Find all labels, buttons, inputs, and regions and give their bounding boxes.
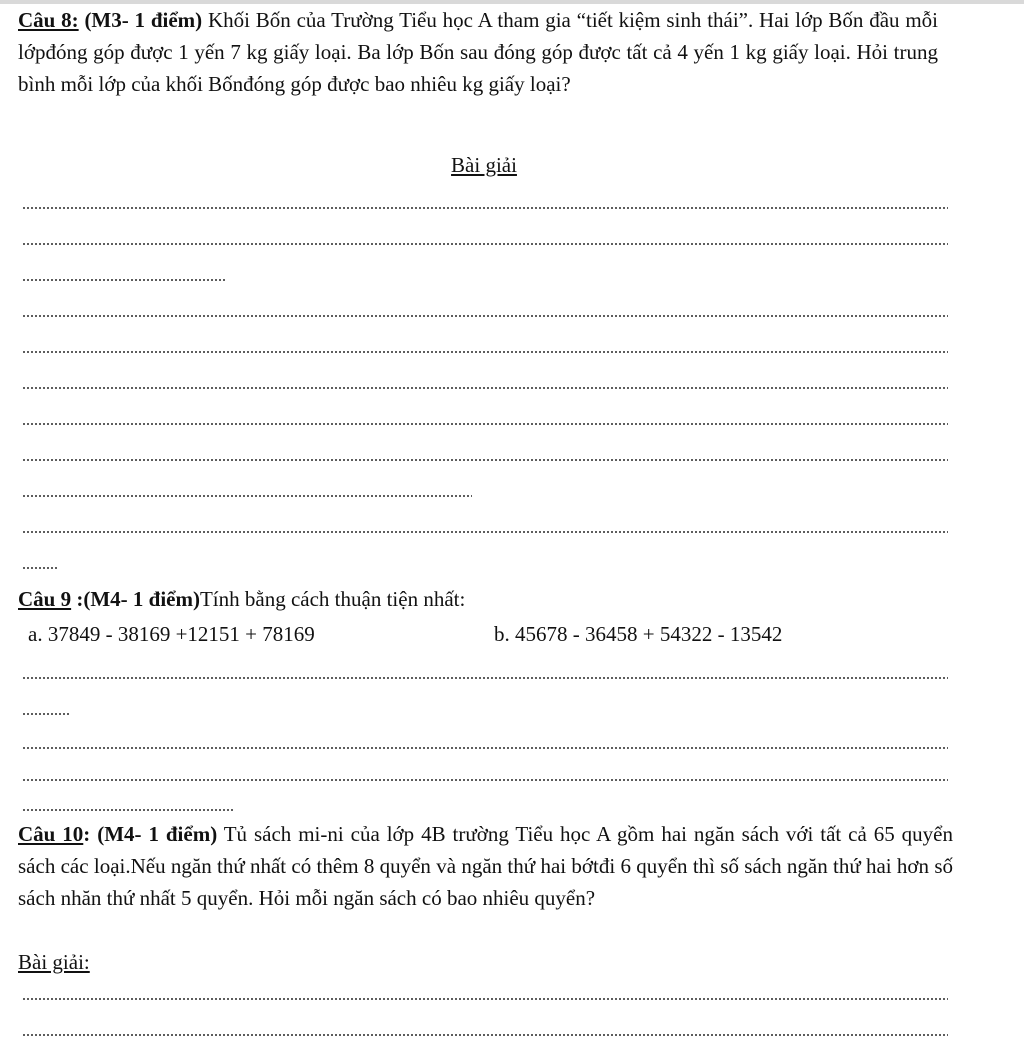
- question-10: [18, 818, 953, 914]
- question-9-points: :(M4- 1 điểm): [71, 587, 200, 611]
- answer-line: [22, 1034, 948, 1036]
- question-10-solution-heading: Bài giải:: [18, 950, 90, 974]
- answer-line: [22, 459, 948, 461]
- question-8-text: Khối Bốn của Trường Tiểu học A tham gia “tiết kiệm sinh thái”. Hai lớp Bốn đầu mỗi lớpđóng góp được 1 yến 7 kg giấy loại. Ba lớp Bốn sau đóng góp được tất cả 4 yến 1 kg giấy loại. Hỏi trung bình mỗi lớp của khối Bốnđóng góp được bao nhiêu kg giấy loại?: [18, 8, 938, 96]
- answer-line: [22, 998, 948, 1000]
- answer-line: [22, 809, 234, 811]
- question-8-solution-heading: Bài giải: [451, 153, 517, 177]
- answer-line: [22, 567, 58, 569]
- answer-line: [22, 207, 948, 209]
- answer-line: [22, 423, 948, 425]
- question-9: [18, 583, 465, 615]
- answer-line: [22, 677, 948, 679]
- answer-line: [22, 779, 948, 781]
- answer-line: [22, 351, 948, 353]
- question-10-label-colon: :: [83, 822, 91, 846]
- answer-line: [22, 495, 472, 497]
- answer-line: [22, 387, 948, 389]
- answer-line: [22, 315, 948, 317]
- answer-line: [22, 279, 226, 281]
- question-9-part-b: b. 45678 - 36458 + 54322 - 13542: [494, 622, 783, 646]
- answer-line: [22, 531, 948, 533]
- question-9-text: Tính bằng cách thuận tiện nhất:: [199, 587, 466, 611]
- question-10-points: (M4- 1 điểm): [90, 822, 218, 846]
- question-8: [18, 4, 938, 100]
- question-10-label: Câu 10: [18, 822, 84, 846]
- answer-line: [22, 243, 948, 245]
- question-8-label: Câu 8:: [18, 8, 79, 32]
- answer-line: [22, 713, 70, 715]
- answer-line: [22, 747, 948, 749]
- question-9-part-a: a. 37849 - 38169 +12151 + 78169: [28, 622, 315, 646]
- question-9-label: Câu 9: [18, 587, 72, 611]
- question-10-text: Tủ sách mi-ni của lớp 4B trường Tiểu học A gồm hai ngăn sách với tất cả 65 quyển sách các loại.Nếu ngăn thứ nhất có thêm 8 quyển và ngăn thứ hai bớtđi 6 quyển thì số sách ngăn thứ hai hơn số sách nhăn thứ nhất 5 quyển. Hỏi mỗi ngăn sách có bao nhiêu quyển?: [18, 822, 953, 910]
- question-8-points: (M3- 1 điểm): [78, 8, 203, 32]
